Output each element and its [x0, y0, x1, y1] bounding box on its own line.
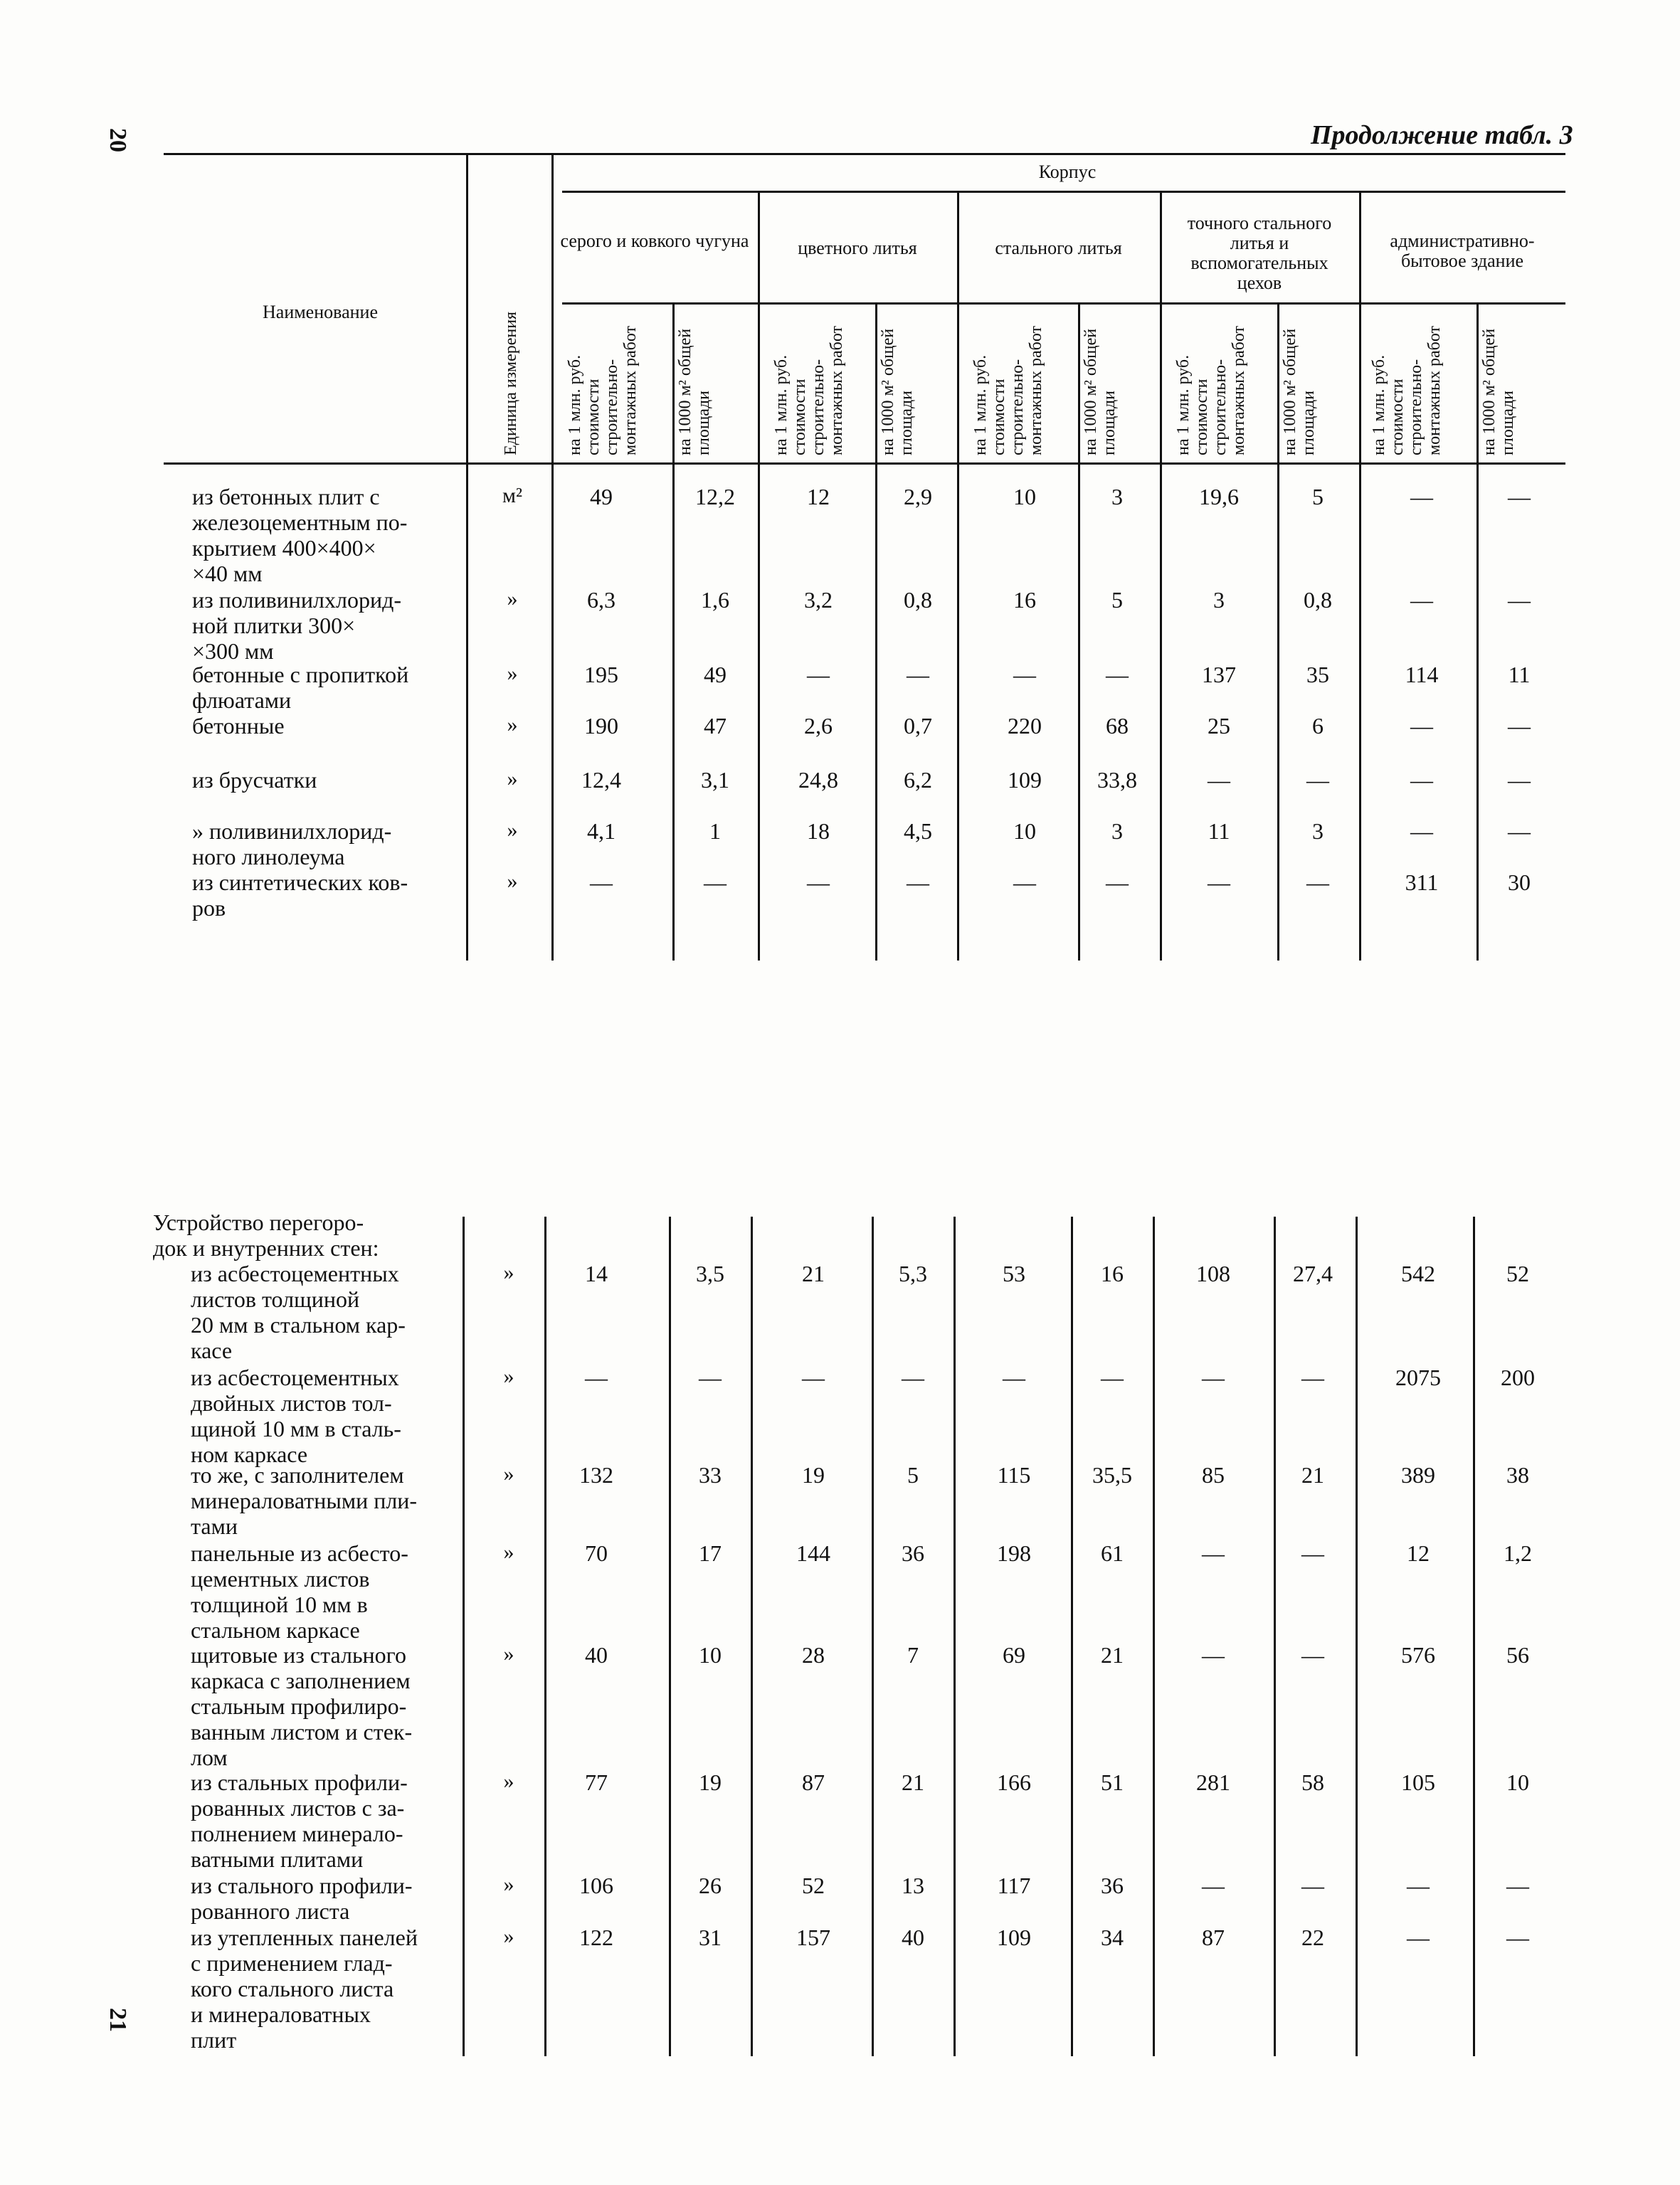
- table-cell: —: [1301, 1873, 1324, 1898]
- table-cell: 3,1: [701, 767, 729, 793]
- table-cell: —: [1508, 484, 1531, 509]
- table-cell: 5: [1111, 587, 1123, 613]
- col-divider: [544, 1217, 546, 2056]
- header-name-col: Наименование: [263, 302, 378, 322]
- table-cell: 10: [1506, 1769, 1529, 1795]
- table-cell: 49: [704, 662, 727, 687]
- table-cell: 389: [1401, 1462, 1435, 1488]
- table-cell: 49: [590, 484, 613, 509]
- table-cell: 10: [1013, 484, 1036, 509]
- page-number-top: 20: [105, 128, 131, 152]
- table-cell: —: [1410, 484, 1433, 509]
- col-divider: [758, 191, 760, 961]
- row-name: из стального профили- рованного листа: [191, 1873, 413, 1924]
- table-cell: 4,1: [587, 818, 616, 844]
- col-divider: [463, 1217, 465, 2056]
- table-cell: 12: [807, 484, 830, 509]
- col-divider: [672, 302, 675, 961]
- table-cell: 25: [1208, 713, 1230, 739]
- table-cell: 3: [1111, 818, 1123, 844]
- table-cell: 30: [1508, 869, 1531, 895]
- table-cell: 2,9: [904, 484, 932, 509]
- table-cell: —: [585, 1365, 608, 1390]
- table-cell: 53: [1003, 1261, 1025, 1286]
- table-cell: 17: [699, 1540, 722, 1566]
- col-divider: [875, 302, 877, 961]
- table-cell: —: [1301, 1540, 1324, 1566]
- table-cell: —: [1202, 1873, 1225, 1898]
- row-name: то же, с заполнителем минераловатными пли- тами: [191, 1462, 418, 1539]
- table-cell: 6: [1312, 713, 1324, 739]
- header-korpus: Корпус: [1038, 162, 1097, 182]
- subheader-per-1000: на 1000 м² общей площади: [1082, 328, 1119, 455]
- table-cell: —: [1208, 767, 1230, 793]
- table-cell: —: [699, 1365, 722, 1390]
- table-cell: 36: [1101, 1873, 1124, 1898]
- row-unit: »: [503, 1540, 514, 1564]
- header-bottom-rule: [164, 462, 1565, 465]
- table-cell: 117: [997, 1873, 1031, 1898]
- row-name: из поливинилхлорид- ной плитки 300× ×300 мм: [192, 587, 402, 664]
- table-cell: 19: [802, 1462, 825, 1488]
- table-cell: 109: [1008, 767, 1042, 793]
- col-divider: [466, 153, 468, 961]
- table-cell: 16: [1013, 587, 1036, 613]
- table-cell: 12,2: [695, 484, 735, 509]
- table-cell: 7: [907, 1642, 919, 1668]
- table-cell: 31: [699, 1925, 722, 1950]
- row-unit: »: [507, 587, 518, 610]
- table-cell: 34: [1101, 1925, 1124, 1950]
- table-cell: 12: [1407, 1540, 1430, 1566]
- row-unit: »: [507, 713, 518, 736]
- table-cell: 24,8: [798, 767, 838, 793]
- table-cell: 220: [1008, 713, 1042, 739]
- table-cell: —: [1508, 587, 1531, 613]
- table-cell: 311: [1405, 869, 1439, 895]
- table-cell: 10: [699, 1642, 722, 1668]
- row-unit: »: [507, 818, 518, 842]
- table-cell: —: [704, 869, 727, 895]
- subheader-per-million: на 1 млн. руб. стоимости строительно-монтажных работ: [971, 325, 1045, 455]
- table-cell: 11: [1208, 818, 1230, 844]
- table-cell: 14: [585, 1261, 608, 1286]
- table-cell: —: [1410, 713, 1433, 739]
- table-cell: —: [1508, 767, 1531, 793]
- table-cell: —: [802, 1365, 825, 1390]
- page-number-bottom: 21: [105, 2008, 131, 2032]
- table-cell: 18: [807, 818, 830, 844]
- table-cell: 4,5: [904, 818, 932, 844]
- table-cell: 33,8: [1097, 767, 1137, 793]
- row-unit: »: [503, 1873, 514, 1896]
- row-name: из асбестоцементных листов толщиной 20 мм в стальном кар- касе: [191, 1261, 406, 1363]
- row-name: панельные из асбесто- цементных листов толщиной 10 мм в стальном каркасе: [191, 1540, 408, 1643]
- table-cell: 85: [1202, 1462, 1225, 1488]
- subheader-per-million: на 1 млн. руб. стоимости строительно-монтажных работ: [1370, 325, 1444, 455]
- table-cell: 109: [997, 1925, 1031, 1950]
- table-cell: 11: [1508, 662, 1531, 687]
- table-cell: 0,7: [904, 713, 932, 739]
- subheader-per-1000: на 1000 м² общей площади: [879, 328, 916, 455]
- table-cell: 0,8: [1304, 587, 1332, 613]
- table-cell: 166: [997, 1769, 1031, 1795]
- table-cell: —: [1410, 587, 1433, 613]
- table-cell: 5: [1312, 484, 1324, 509]
- table-cell: 1,6: [701, 587, 729, 613]
- row-name: из стальных профили- рованных листов с за- полнением минерало- ватными плитами: [191, 1769, 408, 1872]
- table-cell: 10: [1013, 818, 1036, 844]
- table-cell: 38: [1506, 1462, 1529, 1488]
- table-cell: 87: [1202, 1925, 1225, 1950]
- table-cell: 542: [1401, 1261, 1435, 1286]
- table-cell: 6,2: [904, 767, 932, 793]
- group-rule: [562, 302, 1565, 305]
- table-cell: 52: [802, 1873, 825, 1898]
- table-cell: —: [1410, 818, 1433, 844]
- col-divider: [1359, 191, 1361, 961]
- subheader-per-million: на 1 млн. руб. стоимости строительно-монтажных работ: [1174, 325, 1248, 455]
- row-name: бетонные: [192, 713, 285, 739]
- table-cell: 51: [1101, 1769, 1124, 1795]
- table-cell: 200: [1501, 1365, 1535, 1390]
- table-cell: —: [1506, 1925, 1529, 1950]
- col-divider: [551, 153, 554, 961]
- table-cell: —: [1202, 1365, 1225, 1390]
- row-unit: »: [503, 1925, 514, 1948]
- row-unit: »: [503, 1642, 514, 1666]
- subheader-per-1000: на 1000 м² общей площади: [1480, 328, 1517, 455]
- table-cell: —: [1508, 713, 1531, 739]
- table-cell: 27,4: [1293, 1261, 1333, 1286]
- table-cell: —: [590, 869, 613, 895]
- table-cell: 21: [802, 1261, 825, 1286]
- col-divider: [1476, 302, 1479, 961]
- table-cell: 40: [902, 1925, 924, 1950]
- subheader-per-1000: на 1000 м² общей площади: [1281, 328, 1318, 455]
- subheader-per-million: на 1 млн. руб. стоимости строительно-монтажных работ: [566, 325, 640, 455]
- row-unit: »: [507, 767, 518, 790]
- table-cell: —: [807, 662, 830, 687]
- table-cell: 6,3: [587, 587, 616, 613]
- table-cell: —: [1202, 1642, 1225, 1668]
- table-cell: 21: [1101, 1642, 1124, 1668]
- table-cell: —: [1003, 1365, 1025, 1390]
- table-cell: 3,5: [696, 1261, 724, 1286]
- table-cell: —: [907, 662, 929, 687]
- col-divider: [957, 191, 959, 961]
- row-name: из брусчатки: [192, 767, 317, 793]
- row-name: » поливинилхлорид- ного линолеума: [192, 818, 392, 869]
- table-cell: 16: [1101, 1261, 1124, 1286]
- table-cell: 114: [1405, 662, 1439, 687]
- table-cell: 198: [997, 1540, 1031, 1566]
- table-cell: 36: [902, 1540, 924, 1566]
- table-cell: 28: [802, 1642, 825, 1668]
- table-cell: —: [902, 1365, 924, 1390]
- table-cell: 108: [1196, 1261, 1230, 1286]
- table-cell: —: [1106, 662, 1129, 687]
- header-group-4: точного стального литья и вспомогательных цехов: [1187, 213, 1332, 293]
- table-cell: 1,2: [1504, 1540, 1532, 1566]
- table-cell: 137: [1202, 662, 1236, 687]
- table-cell: 56: [1506, 1642, 1529, 1668]
- table-cell: 35,5: [1092, 1462, 1132, 1488]
- col-divider: [1356, 1217, 1358, 2056]
- table-cell: 19,6: [1199, 484, 1239, 509]
- table-cell: —: [1506, 1873, 1529, 1898]
- table-cell: 0,8: [904, 587, 932, 613]
- table-cell: 40: [585, 1642, 608, 1668]
- table-top-rule: [164, 153, 1565, 155]
- table-cell: 69: [1003, 1642, 1025, 1668]
- row-unit: м²: [502, 484, 522, 507]
- table-cell: 115: [997, 1462, 1031, 1488]
- table-cell: 12,4: [581, 767, 621, 793]
- table-cell: 52: [1506, 1261, 1529, 1286]
- header-unit-col: Единица измерения: [502, 311, 520, 455]
- table-cell: 35: [1306, 662, 1329, 687]
- table-cell: 5,3: [899, 1261, 927, 1286]
- row-unit: »: [503, 1365, 514, 1388]
- row-name: бетонные с пропиткой флюатами: [192, 662, 409, 713]
- table-cell: 195: [584, 662, 618, 687]
- table-cell: —: [1306, 767, 1329, 793]
- table-cell: 3: [1312, 818, 1324, 844]
- row-unit: »: [503, 1462, 514, 1486]
- table-cell: —: [1202, 1540, 1225, 1566]
- table-cell: 70: [585, 1540, 608, 1566]
- col-divider: [1160, 191, 1162, 961]
- row-name: из асбестоцементных двойных листов тол- щиной 10 мм в сталь- ном каркасе: [191, 1365, 401, 1467]
- row-name: из синтетических ков- ров: [192, 869, 408, 921]
- table-cell: 19: [699, 1769, 722, 1795]
- table-cell: 157: [796, 1925, 830, 1950]
- header-group-1: серого и ковкого чугуна: [560, 231, 749, 251]
- table-cell: —: [1301, 1365, 1324, 1390]
- section2-title: Устройство перегоро- док и внутренних стен:: [153, 1210, 379, 1261]
- table-cell: 33: [699, 1462, 722, 1488]
- table-cell: —: [1106, 869, 1129, 895]
- table-cell: 77: [585, 1769, 608, 1795]
- table-cell: 26: [699, 1873, 722, 1898]
- row-unit: »: [507, 869, 518, 893]
- table-cell: —: [1301, 1642, 1324, 1668]
- table-cell: 58: [1301, 1769, 1324, 1795]
- table-cell: 281: [1196, 1769, 1230, 1795]
- table-cell: —: [1407, 1925, 1430, 1950]
- table-cell: 3: [1213, 587, 1225, 613]
- table-cell: 22: [1301, 1925, 1324, 1950]
- table-cell: 87: [802, 1769, 825, 1795]
- table-cell: —: [907, 869, 929, 895]
- subheader-per-million: на 1 млн. руб. стоимости строительно-монтажных работ: [772, 325, 846, 455]
- table-cell: 144: [796, 1540, 830, 1566]
- header-group-5: административно-бытовое здание: [1390, 231, 1535, 271]
- table-cell: 1: [709, 818, 721, 844]
- table-cell: 21: [902, 1769, 924, 1795]
- row-unit: »: [503, 1261, 514, 1284]
- table-cell: 3: [1111, 484, 1123, 509]
- table-cell: 576: [1401, 1642, 1435, 1668]
- table-cell: —: [807, 869, 830, 895]
- row-unit: »: [503, 1769, 514, 1793]
- table-cell: —: [1410, 767, 1433, 793]
- table-cell: 5: [907, 1462, 919, 1488]
- table-cell: —: [1208, 869, 1230, 895]
- table-cell: —: [1013, 662, 1036, 687]
- table-cell: —: [1101, 1365, 1124, 1390]
- subheader-per-1000: на 1000 м² общей площади: [676, 328, 713, 455]
- table-cell: 47: [704, 713, 727, 739]
- table-cell: 122: [579, 1925, 613, 1950]
- header-group-2: цветного литья: [798, 238, 917, 258]
- table-cell: —: [1407, 1873, 1430, 1898]
- table-cell: 132: [579, 1462, 613, 1488]
- table-cell: 2075: [1395, 1365, 1441, 1390]
- table-cell: 68: [1106, 713, 1129, 739]
- table-cell: 13: [902, 1873, 924, 1898]
- row-name: щитовые из стального каркаса с заполнением стальным профилиро- ванным листом и стек- лом: [191, 1642, 413, 1770]
- table-cell: 105: [1401, 1769, 1435, 1795]
- table-cell: —: [1306, 869, 1329, 895]
- table-cell: 2,6: [804, 713, 833, 739]
- continuation-title: Продолжение табл. 3: [1311, 120, 1573, 150]
- row-unit: »: [507, 662, 518, 685]
- header-group-3: стального литья: [995, 238, 1122, 258]
- table-cell: 190: [584, 713, 618, 739]
- table-cell: —: [1508, 818, 1531, 844]
- table-cell: 21: [1301, 1462, 1324, 1488]
- table-cell: 3,2: [804, 587, 833, 613]
- table-cell: —: [1013, 869, 1036, 895]
- row-name: из утепленных панелей с применением глад- кого стального листа и минераловатных плит: [191, 1925, 418, 2053]
- table-cell: 106: [579, 1873, 613, 1898]
- row-name: из бетонных плит с железоцементным по- крытием 400×400× ×40 мм: [192, 484, 408, 586]
- col-divider: [1277, 302, 1279, 961]
- korpus-rule: [562, 191, 1565, 193]
- table-cell: 61: [1101, 1540, 1124, 1566]
- col-divider: [1078, 302, 1080, 961]
